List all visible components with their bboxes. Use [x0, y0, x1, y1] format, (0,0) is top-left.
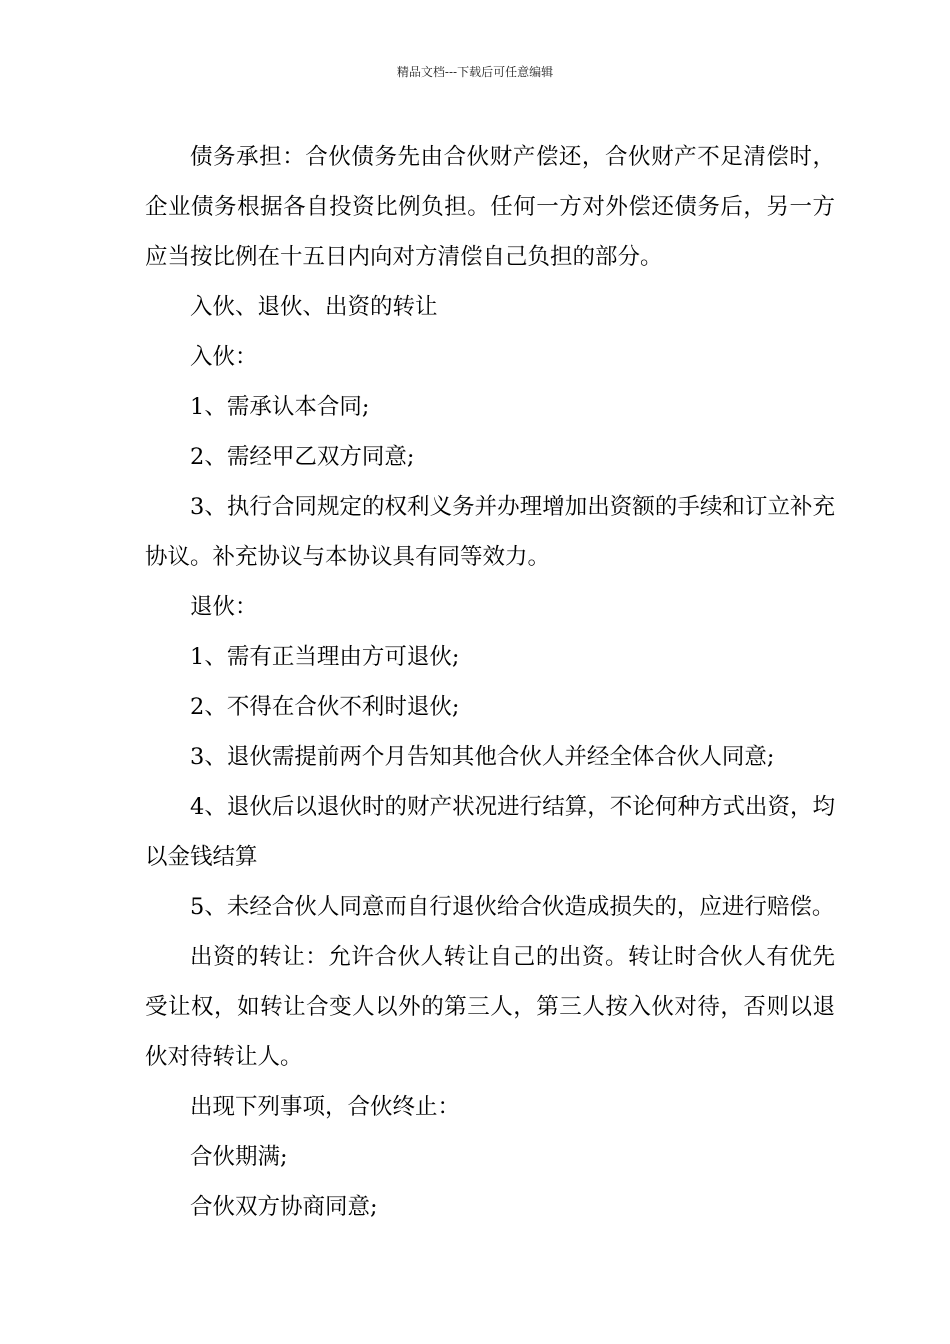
page-header: 精品文档---下载后可任意编辑	[396, 65, 554, 79]
list-item: 3、退伙需提前两个月告知其他合伙人并经全体合伙人同意;	[190, 744, 775, 770]
list-item: 1、需有正当理由方可退伙;	[190, 644, 460, 670]
list-item: 2、需经甲乙双方同意;	[190, 444, 415, 470]
paragraph-capital-transfer: 出资的转让：允许合伙人转让自己的出资。转让时合伙人有优先受让权，如转让合变人以外的第三人，第三人按入伙对待，否则以退伙对待转让人。	[145, 944, 835, 1070]
subheading-withdrawal: 退伙：	[190, 594, 258, 620]
list-item: 2、不得在合伙不利时退伙;	[190, 694, 460, 720]
list-item: 5、未经合伙人同意而自行退伙给合伙造成损失的，应进行赔偿。	[190, 894, 835, 920]
paragraph-debt-bearing: 债务承担：合伙债务先由合伙财产偿还，合伙财产不足清偿时，企业债务根据各自投资比例负担。任何一方对外偿还债务后，另一方应当按比例在十五日内向对方清偿自己负担的部分。	[145, 144, 835, 270]
section-heading-join-exit-transfer: 入伙、退伙、出资的转让	[190, 294, 438, 320]
list-item: 3、执行合同规定的权利义务并办理增加出资额的手续和订立补充协议。补充协议与本协议具有同等效力。	[145, 494, 835, 570]
list-item: 合伙期满;	[190, 1144, 288, 1170]
document-body	[145, 132, 835, 1232]
list-item: 合伙双方协商同意;	[190, 1194, 378, 1220]
paragraph-termination-intro: 出现下列事项，合伙终止：	[190, 1094, 461, 1120]
subheading-joining: 入伙：	[190, 344, 258, 370]
list-item: 4、退伙后以退伙时的财产状况进行结算，不论何种方式出资，均以金钱结算	[145, 794, 835, 870]
list-item: 1、需承认本合同;	[190, 394, 370, 420]
